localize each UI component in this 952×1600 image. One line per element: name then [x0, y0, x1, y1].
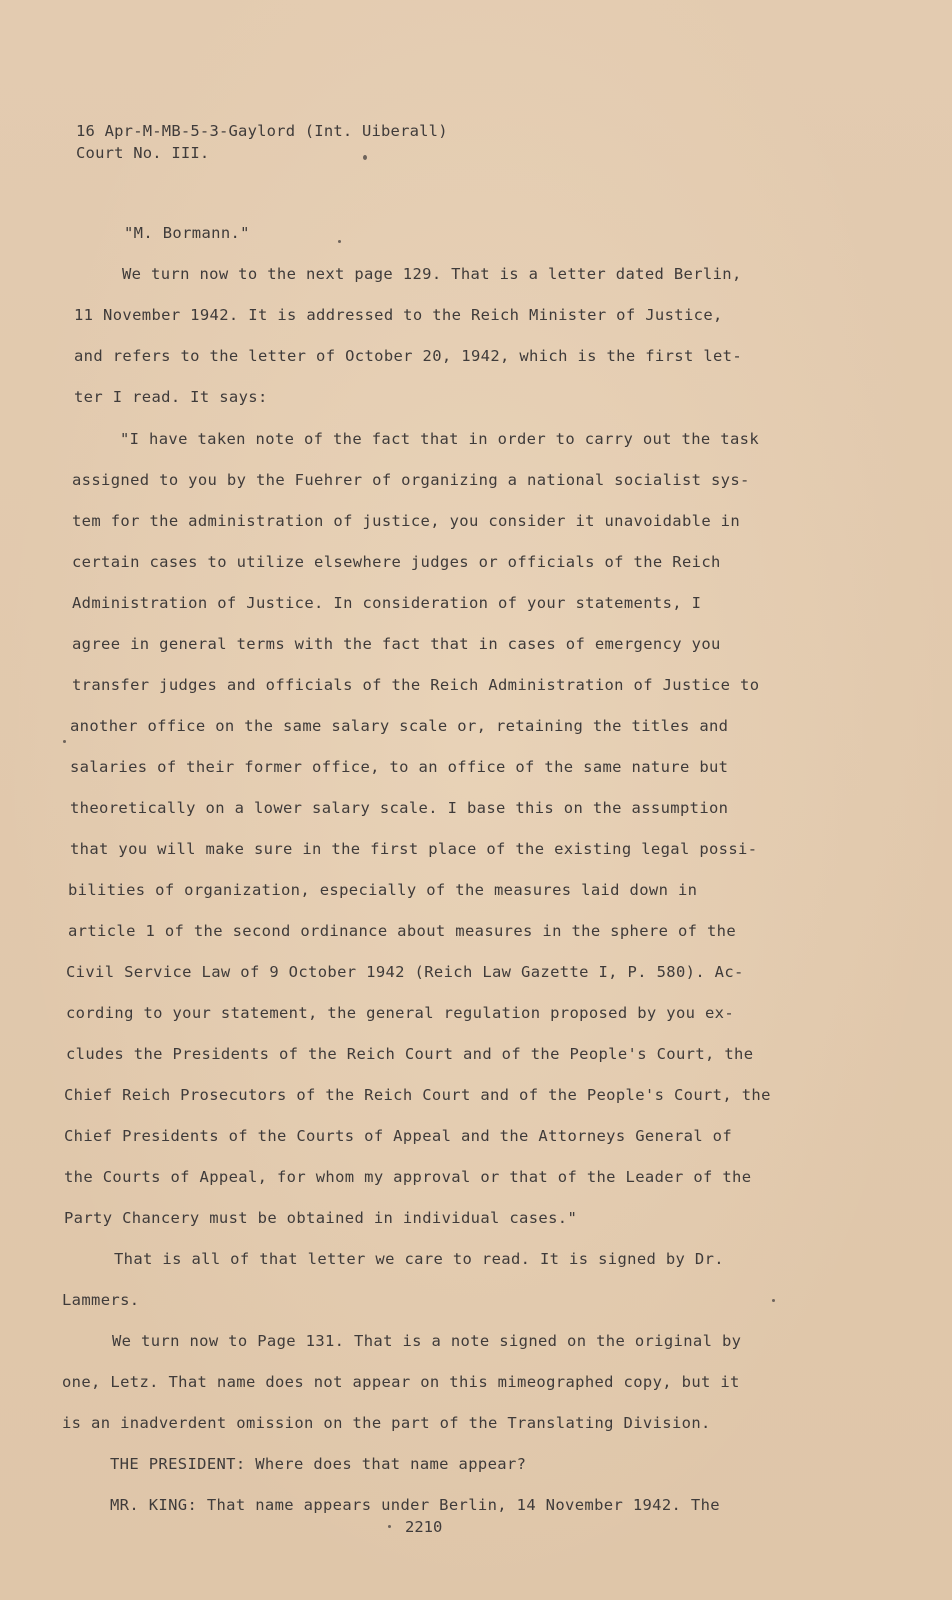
- text-line: MR. KING: That name appears under Berlin, 14 November 1942. The: [110, 1496, 720, 1514]
- text-line: salaries of their former office, to an office of the same nature but: [70, 758, 729, 776]
- text-line: cludes the Presidents of the Reich Court and of the People's Court, the: [66, 1045, 754, 1063]
- text-line: the Courts of Appeal, for whom my approval or that of the Leader of the: [64, 1168, 752, 1186]
- text-line: is an inadverdent omission on the part of the Translating Division.: [62, 1414, 711, 1432]
- text-line: article 1 of the second ordinance about measures in the sphere of the: [68, 922, 737, 940]
- text-line: one, Letz. That name does not appear on this mimeographed copy, but it: [62, 1373, 740, 1391]
- text-line: Lammers.: [62, 1291, 140, 1309]
- text-line: and refers to the letter of October 20, 1942, which is the first let-: [74, 347, 743, 365]
- text-line: We turn now to the next page 129. That is a letter dated Berlin,: [122, 265, 742, 283]
- text-line: agree in general terms with the fact that in cases of emergency you: [72, 635, 721, 653]
- text-line: We turn now to Page 131. That is a note signed on the original by: [112, 1332, 742, 1350]
- text-line: THE PRESIDENT: Where does that name appear?: [110, 1455, 527, 1473]
- text-line: cording to your statement, the general regulation proposed by you ex-: [66, 1004, 735, 1022]
- header-reference: 16 Apr-M-MB-5-3-Gaylord (Int. Uiberall): [76, 122, 448, 140]
- text-line: Administration of Justice. In consideration of your statements, I: [72, 594, 702, 612]
- text-line: another office on the same salary scale or, retaining the titles and: [70, 717, 729, 735]
- paper-speck: [388, 1525, 391, 1528]
- text-line: theoretically on a lower salary scale. I base this on the assumption: [70, 799, 729, 817]
- text-line: 11 November 1942. It is addressed to the Reich Minister of Justice,: [74, 306, 723, 324]
- page-number: 2210: [405, 1518, 443, 1536]
- text-line: that you will make sure in the first place of the existing legal possi-: [70, 840, 758, 858]
- text-line: transfer judges and officials of the Reich Administration of Justice to: [72, 676, 760, 694]
- text-line: That is all of that letter we care to read. It is signed by Dr.: [114, 1250, 724, 1268]
- text-line: "I have taken note of the fact that in order to carry out the task: [120, 430, 759, 448]
- text-line: Party Chancery must be obtained in individual cases.": [64, 1209, 578, 1227]
- text-line: "M. Bormann.": [124, 224, 250, 242]
- text-line: bilities of organization, especially of the measures laid down in: [68, 881, 698, 899]
- text-line: assigned to you by the Fuehrer of organizing a national socialist sys-: [72, 471, 750, 489]
- text-line: Chief Presidents of the Courts of Appeal and the Attorneys General of: [64, 1127, 733, 1145]
- text-line: tem for the administration of justice, you consider it unavoidable in: [72, 512, 741, 530]
- text-line: Chief Reich Prosecutors of the Reich Court and of the People's Court, the: [64, 1086, 771, 1104]
- text-line: ter I read. It says:: [74, 388, 268, 406]
- text-line: Civil Service Law of 9 October 1942 (Reich Law Gazette I, P. 580). Ac-: [66, 963, 744, 981]
- header-court: Court No. III.: [76, 144, 210, 162]
- paper-speck: [63, 740, 66, 743]
- text-line: certain cases to utilize elsewhere judges or officials of the Reich: [72, 553, 721, 571]
- paper-speck: [772, 1299, 775, 1302]
- paper-speck: [363, 155, 367, 160]
- paper-speck: [338, 240, 341, 243]
